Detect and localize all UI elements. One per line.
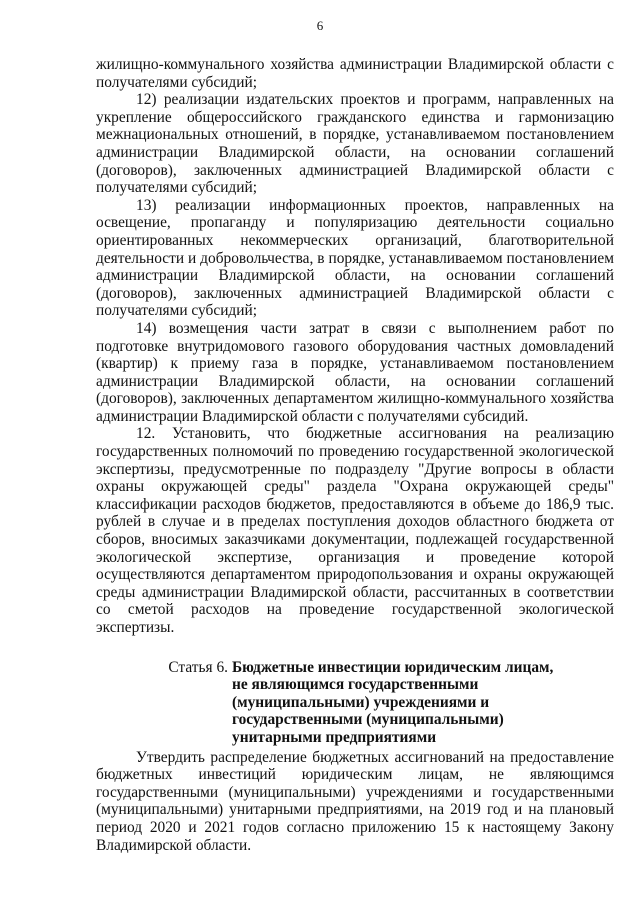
paragraph-item-14: 14) возмещения части затрат в связи с выполнением работ по подготовке внутридомового газового оборудования частных домовладений (квартир) к приему газа в порядке, устанавливаемом постановлением администрации Владимирской области, на основании соглашений (договоров), заключенных департаментом жилищно-коммунального хозяйства администрации Владимирской области с получателями субсидий.: [96, 319, 614, 425]
page-number: 6: [316, 18, 324, 33]
article-label: Статья 6.: [168, 658, 228, 676]
paragraph-clause-12: 12. Установить, что бюджетные ассигнования на реализацию государственных полномочий по проведению государственной экологической экспертизы, предусмотренные по подразделу "Другие вопросы в области охраны окружающей среды" раздела "Охрана окружающей среды" классификации расходов бюджетов, предоставляются в объеме до 186,9 тыс. рублей в случае и в пределах поступления доходов областного бюджета от сборов, вносимых заказчиками документации, подлежащей государственной экологической экспертизе, организация и проведение которой осуществляются департаментом природопользования и охраны окружающей среды администрации Владимирской области, рассчитанных в соответствии со сметой расходов на проведение государственной экологической экспертизы.: [96, 425, 614, 636]
paragraph-item-13: 13) реализации информационных проектов, направленных на освещение, пропаганду и популяризацию деятельности социально ориентированных некоммерческих организаций, благотворительной деятельности и добровольчества, в порядке, устанавливаемом постановлением администрации Владимирской области, на основании соглашений (договоров), заключенных администрацией Владимирской области с получателями субсидий;: [96, 196, 614, 320]
article-title: Бюджетные инвестиции юридическим лицам, не являющимся государственными (муниципальными) учреждениями и государственными (муниципальными) унитарными предприятиями: [232, 658, 554, 746]
document-body: [96, 56, 614, 854]
paragraph-item-12: 12) реализации издательских проектов и программ, направленных на укрепление общероссийского гражданского единства и гармонизацию межнациональных отношений, в порядке, устанавливаемом постановлением администрации Владимирской области, на основании соглашений (договоров), заключенных администрацией Владимирской области с получателями субсидий;: [96, 91, 614, 197]
article-heading: [96, 659, 614, 747]
paragraph-continuation: жилищно-коммунального хозяйства администрации Владимирской области с получателями субсидий;: [96, 56, 614, 91]
paragraph-article-6: Утвердить распределение бюджетных ассигнований на предоставление бюджетных инвестиций юридическим лицам, не являющимся государственными (муниципальными) учреждениями и государственными (муниципальными) унитарными предприятиями, на 2019 год и на плановый период 2020 и 2021 годов согласно приложению 15 к настоящему Закону Владимирской области.: [96, 748, 614, 854]
